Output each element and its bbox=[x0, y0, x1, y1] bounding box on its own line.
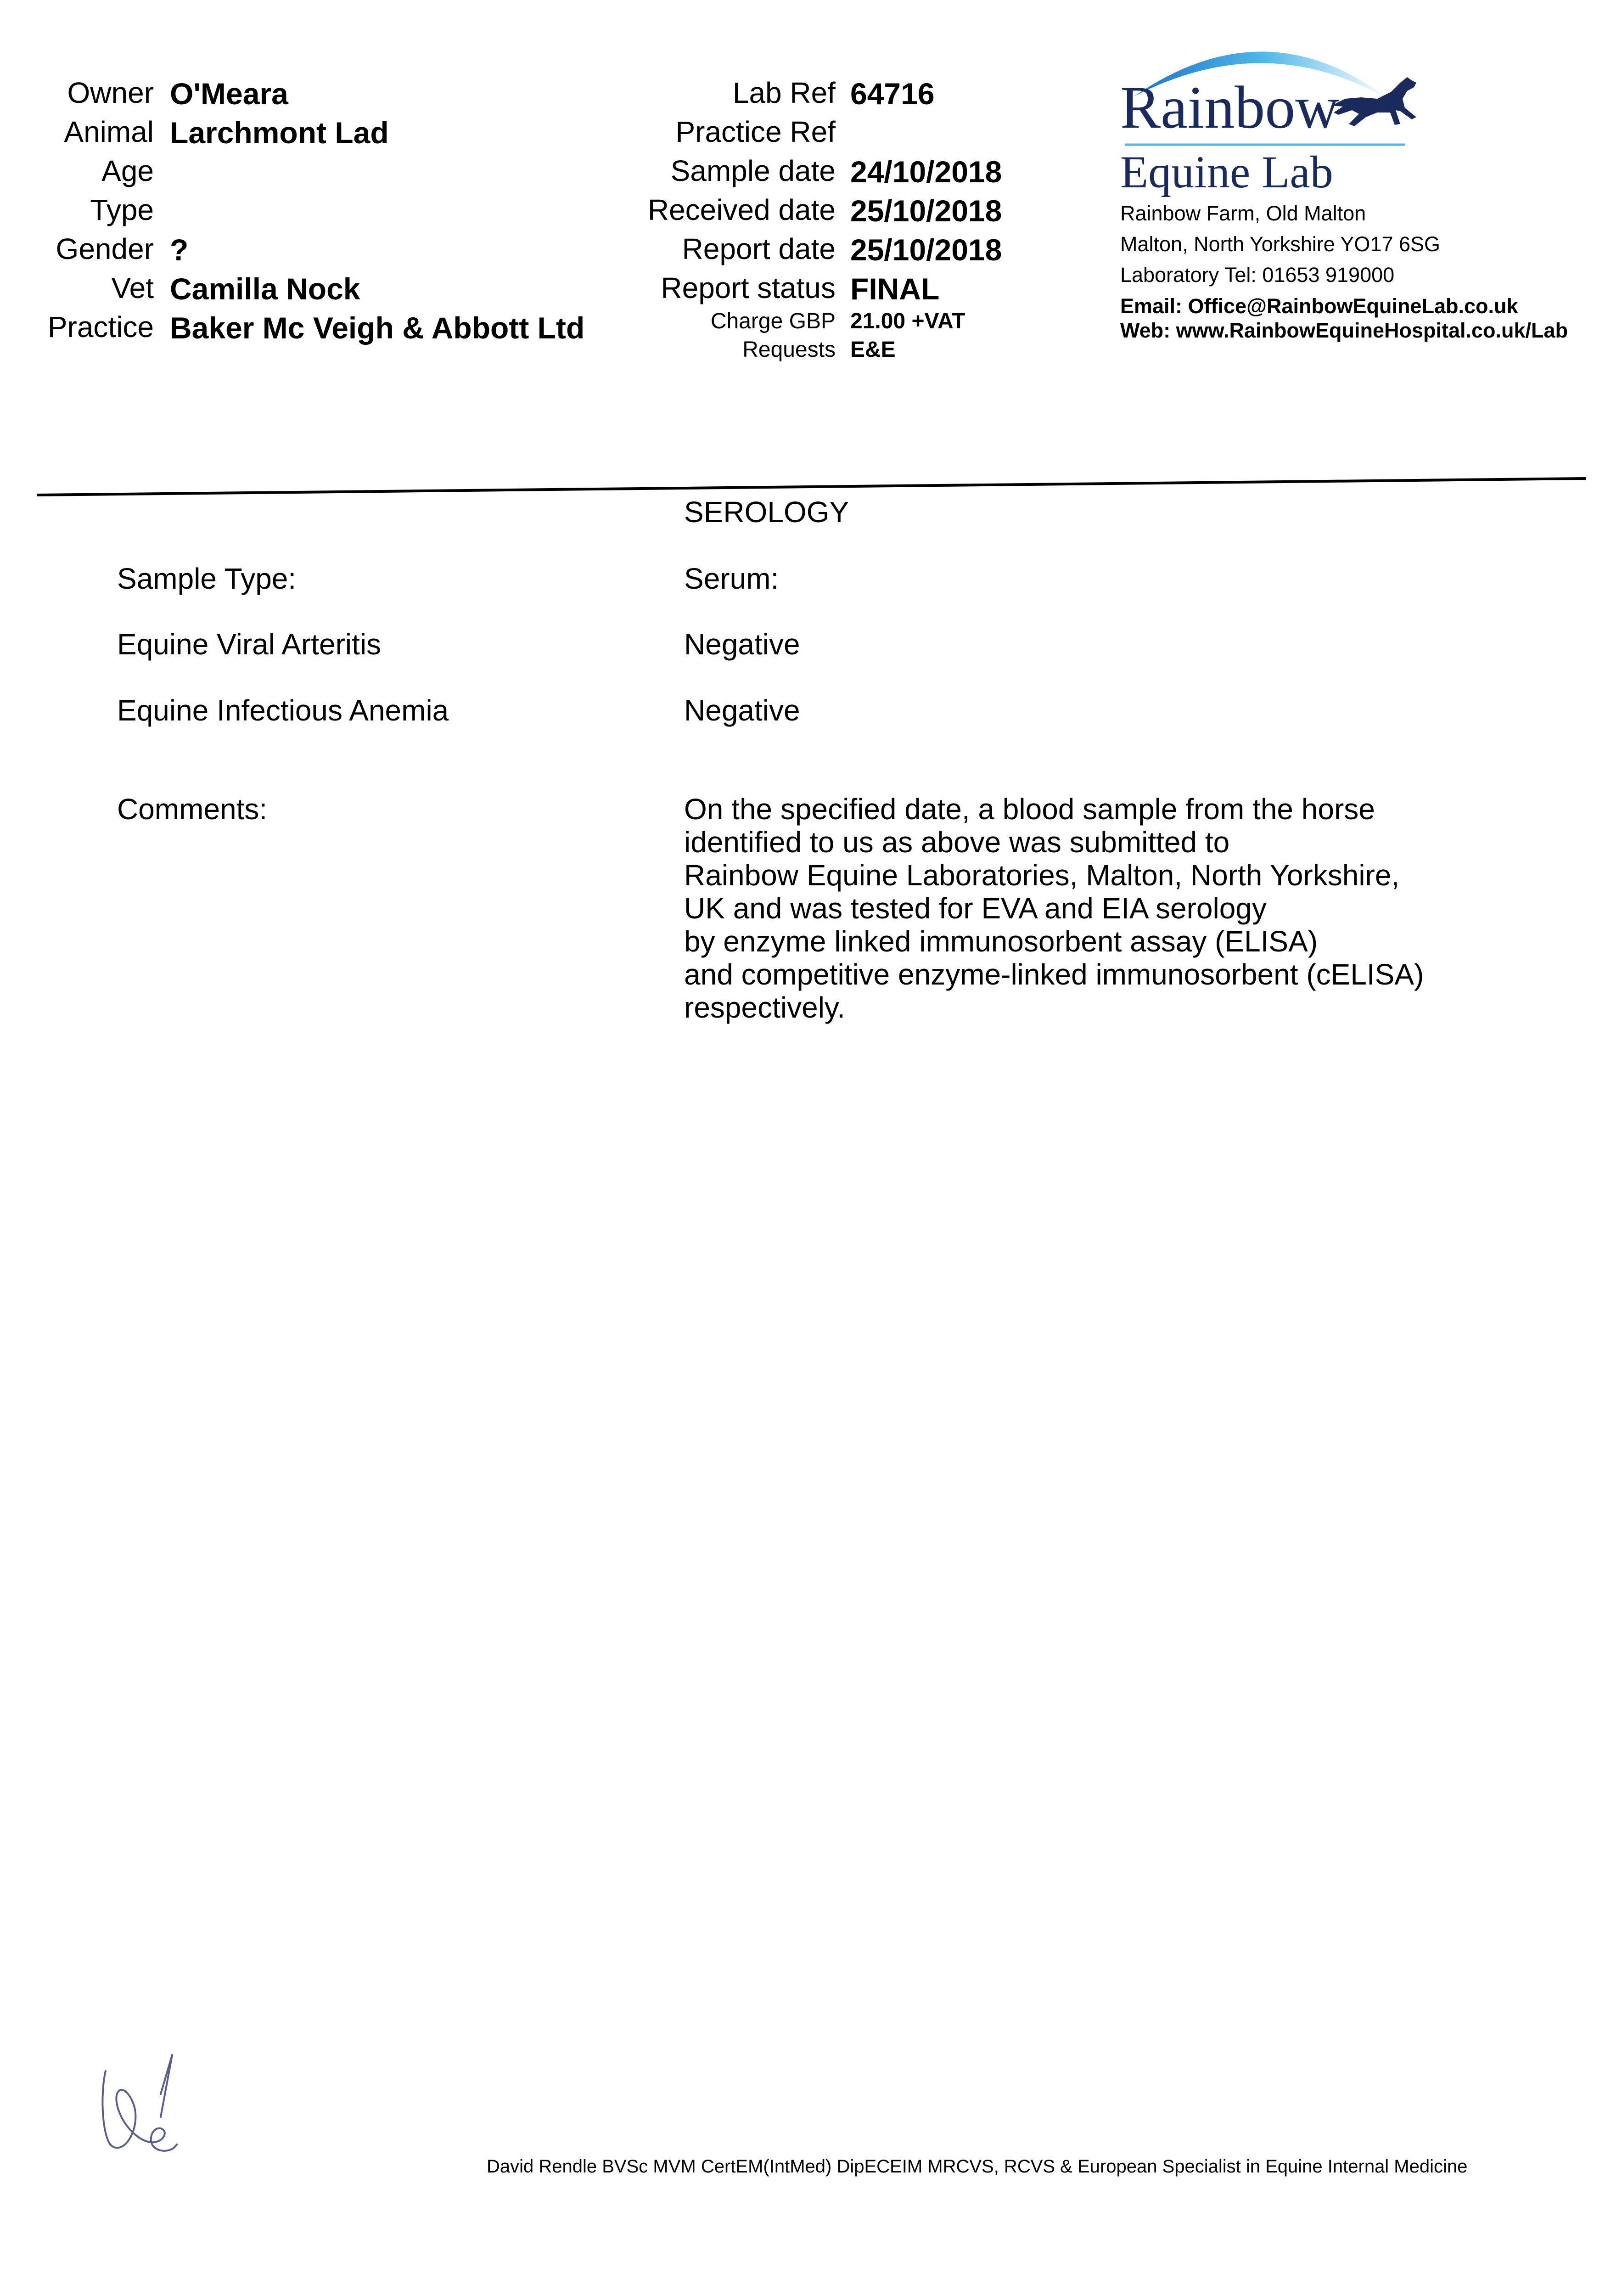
comments-text bbox=[684, 793, 1424, 1024]
animal-label: Animal bbox=[64, 115, 154, 148]
section-title: SEROLOGY bbox=[684, 495, 849, 529]
eia-result: Negative bbox=[684, 694, 800, 727]
brand-subtitle: Equine Lab bbox=[1120, 146, 1333, 197]
vet-value: Camilla Nock bbox=[170, 272, 360, 306]
charge-label: Charge GBP bbox=[710, 309, 836, 333]
sample-date-label: Sample date bbox=[670, 154, 836, 187]
eia-label: Equine Infectious Anemia bbox=[117, 694, 449, 727]
lab-ref-value: 64716 bbox=[850, 77, 935, 111]
practice-ref-label: Practice Ref bbox=[675, 115, 836, 148]
report-date-value: 25/10/2018 bbox=[850, 233, 1002, 267]
eva-result: Negative bbox=[684, 628, 800, 661]
requests-value: E&E bbox=[850, 338, 896, 362]
comment-line: respectively. bbox=[684, 991, 845, 1024]
lab-email: Email: Office@RainbowEquineLab.co.uk bbox=[1120, 294, 1518, 318]
animal-value: Larchmont Lad bbox=[170, 116, 389, 150]
owner-label: Owner bbox=[67, 76, 154, 109]
report-status-label: Report status bbox=[661, 271, 836, 304]
practice-value: Baker Mc Veigh & Abbott Ltd bbox=[170, 311, 585, 345]
horse-icon bbox=[1327, 73, 1423, 133]
comment-line: UK and was tested for EVA and EIA serology bbox=[684, 892, 1267, 925]
comment-line: by enzyme linked immunosorbent assay (ELISA) bbox=[684, 925, 1318, 958]
owner-value: O'Meara bbox=[170, 77, 288, 111]
signature-mark bbox=[92, 2053, 193, 2163]
lab-ref-label: Lab Ref bbox=[732, 76, 836, 109]
received-date-value: 25/10/2018 bbox=[850, 194, 1002, 228]
comment-line: and competitive enzyme-linked immunosorbent (cELISA) bbox=[684, 958, 1424, 991]
signatory-credentials: David Rendle BVSc MVM CertEM(IntMed) DipECEIM MRCVS, RCVS & European Specialist in Equine Internal Medicine bbox=[487, 2156, 1468, 2177]
requests-label: Requests bbox=[742, 338, 836, 362]
comment-line: identified to us as above was submitted to bbox=[684, 826, 1230, 859]
sample-date-value: 24/10/2018 bbox=[850, 155, 1002, 189]
comments-label: Comments: bbox=[117, 793, 268, 826]
address-line-1: Rainbow Farm, Old Malton bbox=[1120, 202, 1366, 225]
sample-type-label: Sample Type: bbox=[117, 562, 297, 595]
type-label: Type bbox=[90, 193, 154, 226]
received-date-label: Received date bbox=[647, 193, 836, 226]
gender-value: ? bbox=[170, 233, 189, 267]
address-line-2: Malton, North Yorkshire YO17 6SG bbox=[1120, 232, 1441, 256]
comment-line: On the specified date, a blood sample from the horse bbox=[684, 793, 1375, 826]
lab-website: Web: www.RainbowEquineHospital.co.uk/Lab bbox=[1120, 319, 1568, 342]
sample-type-value: Serum: bbox=[684, 562, 779, 595]
vet-label: Vet bbox=[111, 271, 154, 304]
age-label: Age bbox=[101, 154, 154, 187]
practice-label: Practice bbox=[47, 310, 154, 343]
report-status-value: FINAL bbox=[850, 272, 940, 306]
gender-label: Gender bbox=[56, 232, 154, 265]
lab-telephone: Laboratory Tel: 01653 919000 bbox=[1120, 263, 1395, 287]
brand-name: Rainbow bbox=[1120, 73, 1339, 141]
report-date-label: Report date bbox=[682, 232, 836, 265]
eva-label: Equine Viral Arteritis bbox=[117, 628, 382, 661]
comment-line: Rainbow Equine Laboratories, Malton, North Yorkshire, bbox=[684, 859, 1400, 892]
charge-value: 21.00 +VAT bbox=[850, 309, 965, 333]
